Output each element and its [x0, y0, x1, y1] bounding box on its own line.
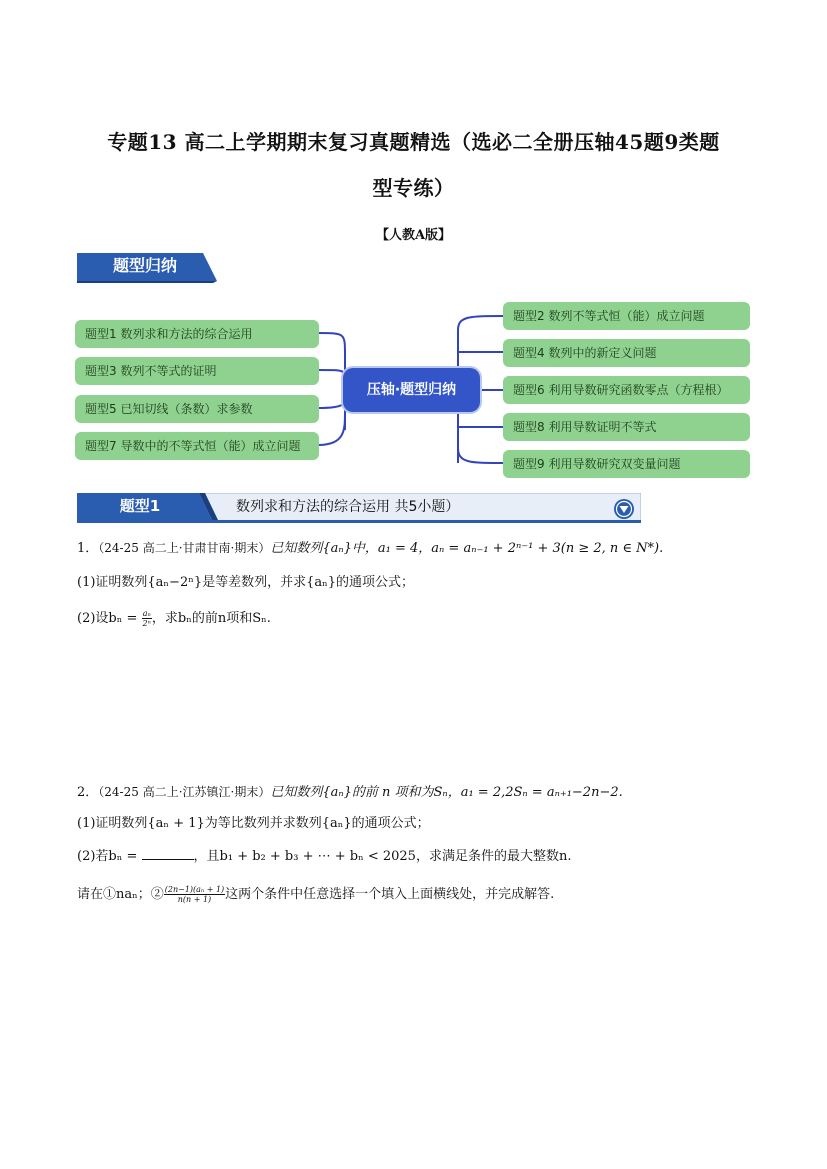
- question-1-part-2: [77, 608, 271, 630]
- question-2-choice-suffix: 这两个条件中任意选择一个填入上面横线处，并完成解答.: [225, 887, 555, 902]
- fraction-an-over-2n: [142, 609, 152, 628]
- mindmap-node-type5: 题型5 已知切线（条数）求参数: [75, 395, 319, 423]
- answer-blank: [142, 847, 194, 860]
- section-header-title: 数列求和方法的综合运用 共5小题）: [236, 499, 460, 515]
- mindmap-center-node: 压轴·题型归纳: [343, 368, 480, 412]
- question-1-number: 1．: [77, 541, 99, 556]
- question-1-part-1: (1)证明数列{aₙ−2ⁿ}是等差数列，并求{aₙ}的通项公式；: [77, 575, 415, 590]
- mindmap-node-type3: 题型3 数列不等式的证明: [75, 357, 319, 385]
- mindmap-node-type4: 题型4 数列中的新定义问题: [503, 339, 750, 367]
- fraction-numerator: aₙ: [142, 609, 151, 618]
- question-2-choice: [77, 884, 554, 906]
- mindmap-node-type1: 题型1 数列求和方法的综合运用: [75, 320, 319, 348]
- fraction-denominator: 2ⁿ: [142, 619, 151, 628]
- mindmap-node-type2: 题型2 数列不等式恒（能）成立问题: [503, 302, 750, 330]
- question-2-part-1: (1)证明数列{aₙ + 1}为等比数列并求数列{aₙ}的通项公式；: [77, 816, 430, 831]
- document-title-line-2: 型专练）: [372, 176, 455, 200]
- question-2-text: 已知数列{aₙ}的前 n 项和为Sₙ，a₁ = 2,2Sₙ = aₙ₊₁−2n−2.: [270, 785, 623, 800]
- fraction-numerator: (2n−1)(aₙ + 1): [164, 885, 225, 894]
- document-title-line-1: 专题13 高二上学期期末复习真题精选（选必二全册压轴45题9类题: [107, 130, 720, 154]
- mindmap-node-type8: 题型8 利用导数证明不等式: [503, 413, 750, 441]
- question-2-part-2-prefix: (2)若bₙ =: [77, 849, 142, 864]
- mindmap-node-type9: 题型9 利用导数研究双变量问题: [503, 450, 750, 478]
- section-header-label: 题型1: [119, 497, 161, 515]
- question-1-source: （24-25 高二上·甘肃甘南·期末）: [98, 541, 271, 555]
- question-1-part-2-prefix: (2)设bₙ =: [77, 611, 142, 626]
- question-2-number: 2．: [77, 785, 99, 800]
- fraction-choice-2: [164, 885, 225, 904]
- document-subtitle: 【人教A版】: [375, 228, 452, 243]
- mindmap-node-type6: 题型6 利用导数研究函数零点（方程根）: [503, 376, 750, 404]
- question-2-part-2: [77, 846, 571, 868]
- chevron-down-circle-icon[interactable]: [613, 498, 635, 520]
- question-2-stem: [77, 781, 623, 804]
- question-1-part-2-suffix: ，求bₙ的前n项和Sₙ.: [151, 611, 271, 626]
- question-2-part-2-suffix: ，且b₁ + b₂ + b₃ + ⋯ + bₙ < 2025，求满足条件的最大整数n.: [193, 849, 572, 864]
- banner-label: 题型归纳: [112, 256, 177, 275]
- question-2-source: （24-25 高二上·江苏镇江·期末）: [98, 785, 271, 799]
- question-1-text: 已知数列{aₙ}中，a₁ = 4，aₙ = aₙ₋₁ + 2ⁿ⁻¹ + 3(n ≥ 2, n ∈ N*).: [270, 541, 664, 556]
- question-1-stem: [77, 537, 663, 560]
- fraction-denominator: n(n + 1): [177, 895, 212, 904]
- question-2-choice-prefix: 请在①naₙ；②: [77, 887, 164, 902]
- mindmap-node-type7: 题型7 导数中的不等式恒（能）成立问题: [75, 432, 319, 460]
